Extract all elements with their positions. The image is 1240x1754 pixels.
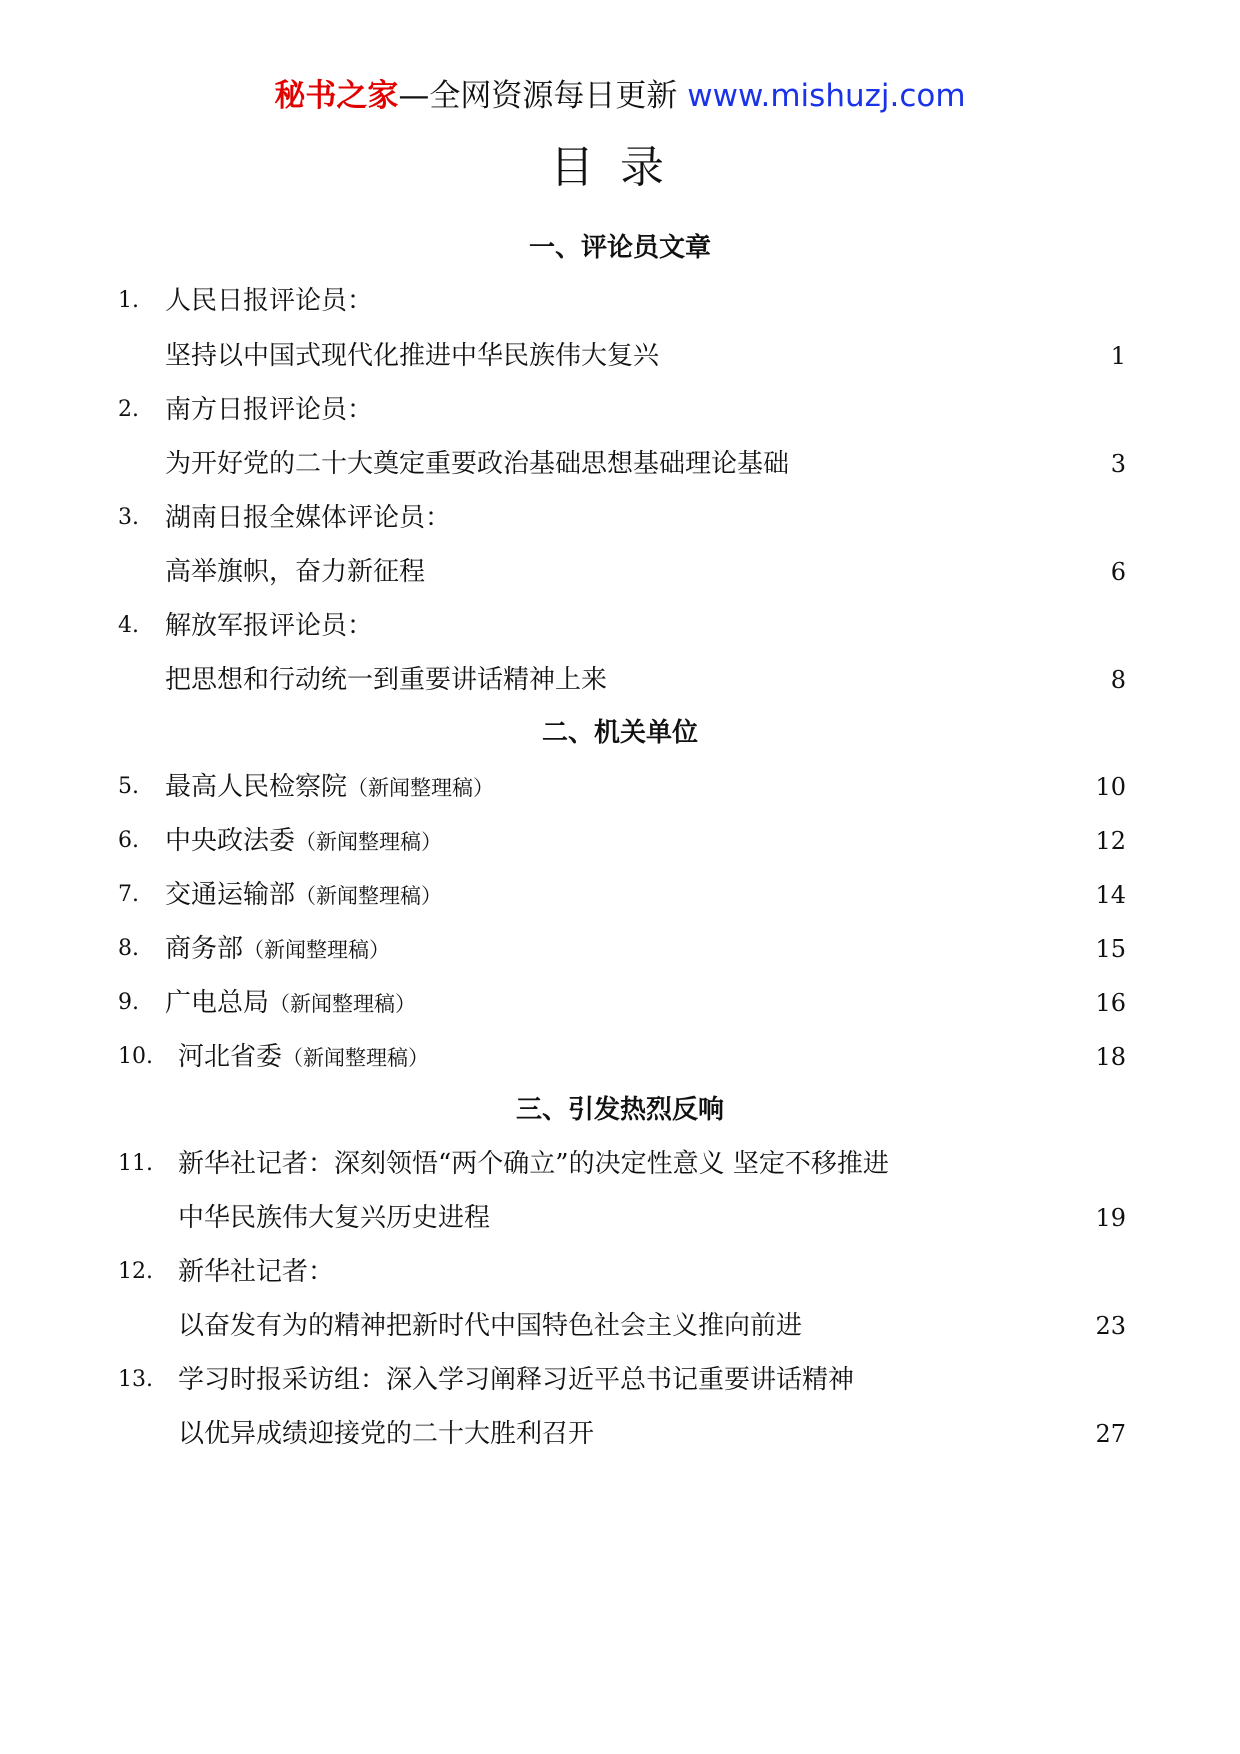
toc-entry-3-line1[interactable]: [0, 498, 1240, 538]
toc-entry-number: 12.: [118, 1259, 153, 1284]
toc-entry-page: 16: [1095, 989, 1126, 1017]
toc-entry-2-line1[interactable]: [0, 390, 1240, 430]
toc-entry-title: 商务部: [165, 934, 244, 964]
toc-entry-4-line1[interactable]: [0, 606, 1240, 646]
toc-entry-number: 3.: [118, 505, 139, 530]
toc-entry-title: 高举旗帜，奋力新征程: [165, 557, 426, 587]
toc-entry-6[interactable]: [0, 821, 1240, 861]
toc-entry-title: 以奋发有为的精神把新时代中国特色社会主义推向前进: [178, 1311, 803, 1341]
section-heading-1: 一、评论员文章: [528, 233, 711, 263]
toc-entry-11-line2[interactable]: [0, 1198, 1240, 1238]
toc-entry-note: （新闻整理稿）: [269, 992, 417, 1016]
toc-entry-1-line1[interactable]: [0, 281, 1240, 321]
toc-entry-author: 新华社记者：深刻领悟“两个确立”的决定性意义 坚定不移推进: [178, 1149, 889, 1179]
toc-entry-3-line2[interactable]: [0, 552, 1240, 592]
toc-entry-12-line2[interactable]: [0, 1306, 1240, 1346]
toc-entry-10[interactable]: [0, 1037, 1240, 1077]
toc-entry-author: 解放军报评论员：: [165, 611, 374, 641]
banner-tagline: —全网资源每日更新: [398, 78, 678, 114]
toc-entry-page: 8: [1110, 666, 1126, 694]
toc-entry-13-line2[interactable]: [0, 1414, 1240, 1454]
page-title: 目录: [550, 142, 690, 193]
toc-entry-number: 8.: [118, 936, 139, 961]
toc-entry-2-line2[interactable]: [0, 444, 1240, 484]
toc-entry-number: 11.: [118, 1151, 153, 1176]
toc-entry-author: 湖南日报全媒体评论员：: [165, 503, 452, 533]
toc-entry-number: 13.: [118, 1367, 153, 1392]
toc-entry-page: 18: [1095, 1043, 1126, 1071]
toc-entry-note: （新闻整理稿）: [295, 830, 443, 854]
toc-entry-title: 为开好党的二十大奠定重要政治基础思想基础理论基础: [165, 449, 790, 479]
toc-entry-number: 6.: [118, 828, 139, 853]
banner-brand: 秘书之家: [274, 78, 399, 114]
toc-entry-note: （新闻整理稿）: [282, 1046, 430, 1070]
toc-entry-5[interactable]: [0, 767, 1240, 807]
toc-entry-4-line2[interactable]: [0, 660, 1240, 700]
toc-entry-number: 9.: [118, 990, 139, 1015]
toc-entry-11-line1[interactable]: [0, 1144, 1240, 1184]
toc-entry-8[interactable]: [0, 929, 1240, 969]
toc-entry-author: 人民日报评论员：: [165, 286, 374, 316]
toc-entry-title: 中华民族伟大复兴历史进程: [178, 1203, 491, 1233]
toc-entry-page: 23: [1095, 1312, 1126, 1340]
toc-entry-page: 12: [1095, 827, 1126, 855]
toc-entry-1-line2[interactable]: [0, 336, 1240, 376]
section-heading-3: 三、引发热烈反响: [515, 1095, 724, 1125]
toc-entry-title: 广电总局: [165, 988, 270, 1018]
toc-entry-number: 7.: [118, 882, 139, 907]
toc-entry-title: 交通运输部: [165, 880, 296, 910]
toc-entry-number: 4.: [118, 613, 139, 638]
toc-entry-title: 最高人民检察院: [165, 772, 348, 802]
toc-entry-page: 1: [1110, 342, 1126, 370]
toc-entry-author: 学习时报采访组：深入学习阐释习近平总书记重要讲话精神: [178, 1365, 855, 1395]
toc-entry-title: 把思想和行动统一到重要讲话精神上来: [165, 665, 608, 695]
toc-entry-title: 河北省委: [178, 1042, 283, 1072]
toc-entry-author: 南方日报评论员：: [165, 395, 374, 425]
toc-entry-note: （新闻整理稿）: [243, 938, 391, 962]
toc-entry-page: 10: [1095, 773, 1126, 801]
toc-entry-note: （新闻整理稿）: [347, 776, 495, 800]
toc-entry-number: 2.: [118, 397, 139, 422]
toc-entry-9[interactable]: [0, 983, 1240, 1023]
toc-entry-number: 1.: [118, 288, 139, 313]
toc-entry-7[interactable]: [0, 875, 1240, 915]
banner-url-link[interactable]: www.mishuzj.com: [687, 78, 966, 114]
toc-entry-page: 15: [1095, 935, 1126, 963]
toc-entry-number: 5.: [118, 774, 139, 799]
toc-entry-12-line1[interactable]: [0, 1252, 1240, 1292]
toc-entry-number: 10.: [118, 1044, 153, 1069]
toc-entry-page: 6: [1110, 558, 1126, 586]
toc-entry-title: 以优异成绩迎接党的二十大胜利召开: [178, 1419, 595, 1449]
toc-entry-title: 坚持以中国式现代化推进中华民族伟大复兴: [165, 341, 660, 371]
toc-entry-title: 中央政法委: [165, 826, 296, 856]
toc-entry-page: 27: [1095, 1420, 1126, 1448]
toc-entry-page: 14: [1095, 881, 1126, 909]
toc-entry-13-line1[interactable]: [0, 1360, 1240, 1400]
site-banner: [0, 76, 1240, 116]
toc-entry-page: 19: [1095, 1204, 1126, 1232]
toc-entry-page: 3: [1110, 450, 1126, 478]
toc-entry-note: （新闻整理稿）: [295, 884, 443, 908]
section-heading-2: 二、机关单位: [541, 718, 698, 748]
toc-entry-author: 新华社记者：: [178, 1257, 335, 1287]
